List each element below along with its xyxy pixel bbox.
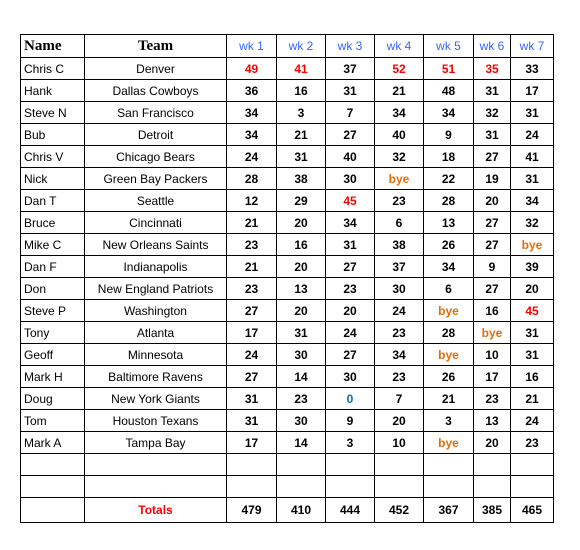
empty-row <box>21 476 554 498</box>
empty-cell[interactable] <box>326 476 375 498</box>
score-cell[interactable]: 51 <box>424 58 474 80</box>
score-cell[interactable]: 37 <box>326 58 375 80</box>
score-cell[interactable]: 52 <box>375 58 424 80</box>
score-cell[interactable]: 38 <box>375 234 424 256</box>
score-cell[interactable]: 6 <box>375 212 424 234</box>
score-cell[interactable]: 34 <box>375 344 424 366</box>
score-cell[interactable]: 27 <box>474 234 511 256</box>
team-cell[interactable]: Washington <box>85 300 227 322</box>
player-name-cell[interactable]: Mike C <box>21 234 85 256</box>
score-cell[interactable]: 32 <box>375 146 424 168</box>
score-cell[interactable]: 32 <box>474 102 511 124</box>
score-cell[interactable]: 31 <box>277 322 326 344</box>
score-cell[interactable]: 23 <box>227 278 277 300</box>
player-name-cell[interactable]: Don <box>21 278 85 300</box>
score-cell[interactable]: 34 <box>227 102 277 124</box>
empty-cell[interactable] <box>424 476 474 498</box>
score-cell[interactable]: 34 <box>326 212 375 234</box>
empty-cell[interactable] <box>511 476 554 498</box>
player-name-cell[interactable]: Tom <box>21 410 85 432</box>
score-cell[interactable]: 36 <box>227 80 277 102</box>
score-cell[interactable]: 31 <box>326 234 375 256</box>
score-cell[interactable]: 10 <box>474 344 511 366</box>
empty-cell[interactable] <box>227 476 277 498</box>
table-row <box>21 80 554 102</box>
scores-table <box>20 34 554 523</box>
score-cell[interactable]: 7 <box>326 102 375 124</box>
score-cell[interactable]: bye <box>424 300 474 322</box>
score-cell[interactable]: 16 <box>511 366 554 388</box>
table-row <box>21 124 554 146</box>
score-cell[interactable]: 20 <box>474 190 511 212</box>
score-cell[interactable]: 31 <box>474 80 511 102</box>
score-cell[interactable]: 34 <box>375 102 424 124</box>
table-row <box>21 58 554 80</box>
table-row <box>21 234 554 256</box>
empty-cell[interactable] <box>85 476 227 498</box>
score-cell[interactable]: 18 <box>424 146 474 168</box>
score-cell[interactable]: 20 <box>277 256 326 278</box>
score-cell[interactable]: 23 <box>474 388 511 410</box>
score-cell[interactable]: 9 <box>474 256 511 278</box>
score-cell[interactable]: 39 <box>511 256 554 278</box>
score-cell[interactable]: 34 <box>227 124 277 146</box>
score-cell[interactable]: 24 <box>511 410 554 432</box>
score-cell[interactable]: 23 <box>227 234 277 256</box>
table-row <box>21 410 554 432</box>
player-name-cell[interactable]: Bub <box>21 124 85 146</box>
score-cell[interactable]: 31 <box>326 80 375 102</box>
score-cell[interactable]: 45 <box>326 190 375 212</box>
score-cell[interactable]: bye <box>511 234 554 256</box>
score-cell[interactable]: 27 <box>474 212 511 234</box>
team-cell[interactable]: Green Bay Packers <box>85 168 227 190</box>
score-cell[interactable]: 31 <box>474 124 511 146</box>
score-cell[interactable]: 30 <box>277 410 326 432</box>
table-row <box>21 212 554 234</box>
score-cell[interactable]: 24 <box>375 300 424 322</box>
table-row <box>21 256 554 278</box>
score-cell[interactable]: 34 <box>511 190 554 212</box>
score-cell[interactable]: 27 <box>227 366 277 388</box>
player-name-cell[interactable]: Dan F <box>21 256 85 278</box>
score-cell[interactable]: 21 <box>277 124 326 146</box>
empty-cell[interactable] <box>511 454 554 476</box>
empty-cell[interactable] <box>375 476 424 498</box>
score-cell[interactable]: 31 <box>511 344 554 366</box>
empty-cell[interactable] <box>277 454 326 476</box>
score-cell[interactable]: 24 <box>227 344 277 366</box>
score-cell[interactable]: 21 <box>227 212 277 234</box>
score-cell[interactable]: 23 <box>326 278 375 300</box>
score-cell[interactable]: 30 <box>277 344 326 366</box>
total-value[interactable]: 479 <box>227 498 277 523</box>
empty-cell[interactable] <box>21 476 85 498</box>
week-header[interactable]: wk 3 <box>326 35 375 58</box>
score-cell[interactable]: 23 <box>375 190 424 212</box>
team-cell[interactable]: New England Patriots <box>85 278 227 300</box>
team-cell[interactable]: Atlanta <box>85 322 227 344</box>
total-value[interactable]: 367 <box>424 498 474 523</box>
score-cell[interactable]: 20 <box>511 278 554 300</box>
empty-cell[interactable] <box>21 454 85 476</box>
score-cell[interactable]: 24 <box>227 146 277 168</box>
score-cell[interactable]: 19 <box>474 168 511 190</box>
score-cell[interactable]: 27 <box>326 344 375 366</box>
score-cell[interactable]: 35 <box>474 58 511 80</box>
score-cell[interactable]: 31 <box>227 388 277 410</box>
total-value[interactable]: 444 <box>326 498 375 523</box>
score-cell[interactable]: 16 <box>277 80 326 102</box>
player-name-cell[interactable]: Chris C <box>21 58 85 80</box>
team-cell[interactable]: Baltimore Ravens <box>85 366 227 388</box>
score-cell[interactable]: 17 <box>227 432 277 454</box>
score-cell[interactable]: bye <box>424 432 474 454</box>
score-cell[interactable]: 29 <box>277 190 326 212</box>
score-cell[interactable]: 20 <box>474 432 511 454</box>
player-name-cell[interactable]: Doug <box>21 388 85 410</box>
score-cell[interactable]: 23 <box>277 388 326 410</box>
score-cell[interactable]: 30 <box>326 168 375 190</box>
score-cell[interactable]: 48 <box>424 80 474 102</box>
score-cell[interactable]: 27 <box>474 278 511 300</box>
score-cell[interactable]: bye <box>375 168 424 190</box>
score-cell[interactable]: 0 <box>326 388 375 410</box>
name-header[interactable]: Name <box>21 35 85 58</box>
score-cell[interactable]: 12 <box>227 190 277 212</box>
team-cell[interactable]: Denver <box>85 58 227 80</box>
empty-cell[interactable] <box>227 454 277 476</box>
score-cell[interactable]: 28 <box>227 168 277 190</box>
table-row <box>21 322 554 344</box>
player-name-cell[interactable]: Tony <box>21 322 85 344</box>
score-cell[interactable]: 22 <box>424 168 474 190</box>
player-name-cell[interactable]: Dan T <box>21 190 85 212</box>
header-row <box>21 35 554 58</box>
team-cell[interactable]: Seattle <box>85 190 227 212</box>
score-cell[interactable]: 3 <box>424 410 474 432</box>
score-cell[interactable]: 27 <box>326 256 375 278</box>
empty-cell[interactable] <box>277 476 326 498</box>
score-cell[interactable]: 20 <box>277 300 326 322</box>
team-cell[interactable]: Indianapolis <box>85 256 227 278</box>
score-cell[interactable]: 34 <box>424 102 474 124</box>
team-cell[interactable]: Dallas Cowboys <box>85 80 227 102</box>
week-header[interactable]: wk 4 <box>375 35 424 58</box>
empty-cell[interactable] <box>474 476 511 498</box>
empty-cell[interactable] <box>21 498 85 523</box>
table-row <box>21 432 554 454</box>
score-cell[interactable]: 9 <box>326 410 375 432</box>
total-value[interactable]: 410 <box>277 498 326 523</box>
score-cell[interactable]: 21 <box>511 388 554 410</box>
table-body <box>21 58 554 454</box>
score-cell[interactable]: 32 <box>511 212 554 234</box>
score-cell[interactable]: 14 <box>277 432 326 454</box>
score-cell[interactable]: 40 <box>375 124 424 146</box>
score-cell[interactable]: 9 <box>424 124 474 146</box>
score-cell[interactable]: 31 <box>277 146 326 168</box>
score-cell[interactable]: 41 <box>511 146 554 168</box>
score-cell[interactable]: 24 <box>326 322 375 344</box>
score-cell[interactable]: 13 <box>424 212 474 234</box>
table-row <box>21 102 554 124</box>
table-row <box>21 388 554 410</box>
player-name-cell[interactable]: Mark H <box>21 366 85 388</box>
total-value[interactable]: 385 <box>474 498 511 523</box>
table-row <box>21 278 554 300</box>
score-cell[interactable]: 26 <box>424 234 474 256</box>
table-row <box>21 300 554 322</box>
empty-cell[interactable] <box>85 454 227 476</box>
team-cell[interactable]: Detroit <box>85 124 227 146</box>
player-name-cell[interactable]: Mark A <box>21 432 85 454</box>
team-cell[interactable]: Minnesota <box>85 344 227 366</box>
score-cell[interactable]: 16 <box>474 300 511 322</box>
score-cell[interactable]: 49 <box>227 58 277 80</box>
score-cell[interactable]: 41 <box>277 58 326 80</box>
score-cell[interactable]: 26 <box>424 366 474 388</box>
team-cell[interactable]: New York Giants <box>85 388 227 410</box>
score-cell[interactable]: 31 <box>511 168 554 190</box>
player-name-cell[interactable]: Bruce <box>21 212 85 234</box>
totals-label[interactable]: Totals <box>85 498 227 523</box>
score-cell[interactable]: 31 <box>227 410 277 432</box>
score-cell[interactable]: 23 <box>375 366 424 388</box>
score-cell[interactable]: 20 <box>326 300 375 322</box>
score-cell[interactable]: 21 <box>375 80 424 102</box>
team-cell[interactable]: Tampa Bay <box>85 432 227 454</box>
player-name-cell[interactable]: Chris V <box>21 146 85 168</box>
table-row <box>21 168 554 190</box>
totals-row <box>21 498 554 523</box>
score-cell[interactable]: 28 <box>424 190 474 212</box>
score-cell[interactable]: 7 <box>375 388 424 410</box>
score-cell[interactable]: 23 <box>511 432 554 454</box>
score-cell[interactable]: 14 <box>277 366 326 388</box>
score-cell[interactable]: 33 <box>511 58 554 80</box>
score-cell[interactable]: 3 <box>277 102 326 124</box>
total-value[interactable]: 452 <box>375 498 424 523</box>
team-cell[interactable]: Houston Texans <box>85 410 227 432</box>
score-cell[interactable]: 13 <box>277 278 326 300</box>
table-row <box>21 344 554 366</box>
score-cell[interactable]: 30 <box>326 366 375 388</box>
week-header[interactable]: wk 2 <box>277 35 326 58</box>
score-cell[interactable]: 20 <box>375 410 424 432</box>
score-cell[interactable]: 45 <box>511 300 554 322</box>
score-cell[interactable]: 20 <box>277 212 326 234</box>
table-row <box>21 190 554 212</box>
score-cell[interactable]: 38 <box>277 168 326 190</box>
empty-cell[interactable] <box>474 454 511 476</box>
score-cell[interactable]: 3 <box>326 432 375 454</box>
score-cell[interactable]: 17 <box>227 322 277 344</box>
empty-cell[interactable] <box>375 454 424 476</box>
player-name-cell[interactable]: Nick <box>21 168 85 190</box>
score-cell[interactable]: 27 <box>326 124 375 146</box>
score-cell[interactable]: 13 <box>474 410 511 432</box>
score-cell[interactable]: 17 <box>474 366 511 388</box>
empty-cell[interactable] <box>326 454 375 476</box>
score-cell[interactable]: 6 <box>424 278 474 300</box>
week-header[interactable]: wk 7 <box>511 35 554 58</box>
score-cell[interactable]: bye <box>424 344 474 366</box>
table-row <box>21 366 554 388</box>
team-cell[interactable]: New Orleans Saints <box>85 234 227 256</box>
score-cell[interactable]: 37 <box>375 256 424 278</box>
score-cell[interactable]: 17 <box>511 80 554 102</box>
score-cell[interactable]: 28 <box>424 322 474 344</box>
team-cell[interactable]: Chicago Bears <box>85 146 227 168</box>
score-cell[interactable]: 34 <box>424 256 474 278</box>
score-cell[interactable]: 31 <box>511 102 554 124</box>
empty-cell[interactable] <box>424 454 474 476</box>
player-name-cell[interactable]: Hank <box>21 80 85 102</box>
player-name-cell[interactable]: Steve N <box>21 102 85 124</box>
score-cell[interactable]: 27 <box>227 300 277 322</box>
score-cell[interactable]: 31 <box>511 322 554 344</box>
team-cell[interactable]: San Francisco <box>85 102 227 124</box>
score-cell[interactable]: bye <box>474 322 511 344</box>
score-cell[interactable]: 16 <box>277 234 326 256</box>
score-cell[interactable]: 27 <box>474 146 511 168</box>
score-cell[interactable]: 21 <box>227 256 277 278</box>
empty-row <box>21 454 554 476</box>
team-header[interactable]: Team <box>85 35 227 58</box>
table-row <box>21 146 554 168</box>
score-cell[interactable]: 40 <box>326 146 375 168</box>
score-cell[interactable]: 30 <box>375 278 424 300</box>
score-cell[interactable]: 23 <box>375 322 424 344</box>
week-header[interactable]: wk 6 <box>474 35 511 58</box>
score-cell[interactable]: 24 <box>511 124 554 146</box>
player-name-cell[interactable]: Steve P <box>21 300 85 322</box>
week-header[interactable]: wk 5 <box>424 35 474 58</box>
player-name-cell[interactable]: Geoff <box>21 344 85 366</box>
team-cell[interactable]: Cincinnati <box>85 212 227 234</box>
total-value[interactable]: 465 <box>511 498 554 523</box>
score-cell[interactable]: 21 <box>424 388 474 410</box>
score-cell[interactable]: 10 <box>375 432 424 454</box>
week-header[interactable]: wk 1 <box>227 35 277 58</box>
